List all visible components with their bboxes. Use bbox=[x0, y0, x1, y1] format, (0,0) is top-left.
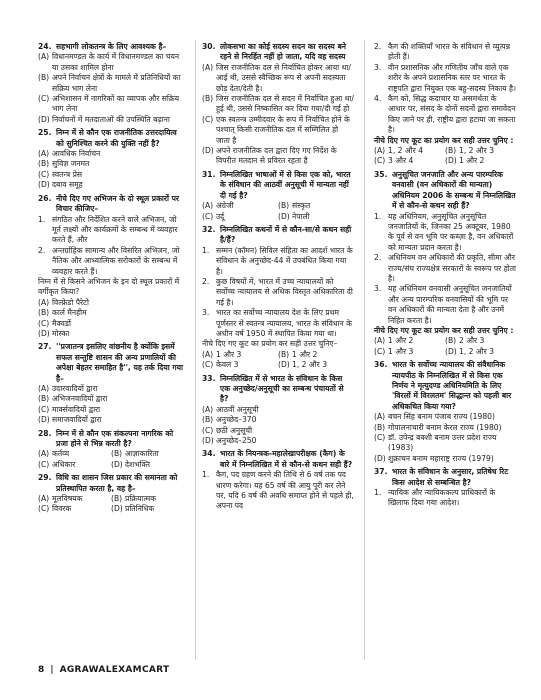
statement-text: अन्तर्ग्राहिक सामान्य और विसरित अभिजन, जो नैतिक और आध्यात्मिक सरोकारों के सम्बन्ध में व्यवहार करते हैं। bbox=[52, 245, 180, 276]
option-label: (D) bbox=[374, 453, 386, 463]
option-label: (C) bbox=[38, 169, 50, 179]
option-text: उदारवादियों द्वारा bbox=[52, 384, 98, 393]
statement-text: यह अधिनियम, अनुसूचित अनुसूचित जनजातियों के, जिनका 25 अक्टूबर, 1980 के पूर्व से वन भूमि पर कब्ज़ा है, वन अधिकारों को मान्यता प्रदान करता है। bbox=[388, 211, 514, 252]
option-label: (D) bbox=[38, 180, 50, 190]
option-label: (B) bbox=[38, 394, 50, 404]
question-30 bbox=[202, 42, 354, 167]
question-number: 35. bbox=[374, 169, 388, 179]
option-text: 1 और 3 bbox=[388, 346, 414, 356]
option-label: (D) bbox=[278, 360, 290, 370]
option-label: (A) bbox=[38, 52, 50, 62]
question-33 bbox=[202, 374, 354, 447]
option-label: (D) bbox=[202, 146, 214, 156]
option-text: विल्फ्रेडो पैरेटो bbox=[52, 297, 89, 307]
option-text: देशभक्ति bbox=[125, 459, 150, 469]
option-label: (B) bbox=[38, 308, 50, 318]
question-29 bbox=[38, 473, 184, 515]
question-number: 32. bbox=[202, 224, 216, 234]
question-prompt: नीचे दिए गए कूट का प्रयोग कर सही उत्तर चुनिए– bbox=[202, 339, 338, 349]
option-label: (A) bbox=[38, 149, 50, 159]
option-text: 1 और 2 bbox=[292, 349, 318, 359]
option-label: (A) bbox=[38, 494, 50, 504]
option-text: 1, 2 और 4 bbox=[388, 146, 424, 156]
option-text: उर्दू bbox=[216, 211, 225, 221]
question-34-continued bbox=[374, 42, 516, 167]
option-text: शुक्राचन बनाम महाराष्ट्र राज्य (1979) bbox=[388, 453, 494, 463]
option-text: विवरक bbox=[52, 504, 72, 514]
option-label: (B) bbox=[445, 336, 457, 346]
page-footer bbox=[38, 665, 169, 675]
option-text: बचन सिंह बनाम पंजाब राज्य (1980) bbox=[388, 412, 495, 422]
option-text: अभिजनवादियों द्वारा bbox=[52, 394, 108, 404]
statement-text: सम्मन (कॉमन) सिविल संहिता का आदर्श भारत के संविधान के अनुच्छेद-44 में उपबंधित किया गया है। bbox=[216, 245, 353, 276]
statement-text: कैग, पद ग्रहण करने की तिथि से 6 वर्ष तक पद धारण करेगा। यह 65 वर्ष की आयु पूरी कर लेने पर, यदि 6 वर्ष की अवधि समाप्त होने से पहले ही, अपना पद bbox=[216, 470, 354, 511]
question-number: 33. bbox=[202, 373, 216, 383]
option-label: (A) bbox=[374, 336, 386, 346]
option-text: मार्क्सवादियों द्वारा bbox=[52, 404, 101, 414]
column-divider bbox=[364, 40, 365, 660]
statement-text: वीन प्रशासनिक और गणितीय जाँच वाले एक शरीर के अपने प्रशासनिक स्तर पर भारत के राष्ट्रपति द्वारा नियुक्त एक बहु-सदस्य निकाय है। bbox=[388, 62, 516, 93]
option-label: (B) bbox=[111, 449, 123, 459]
option-text: सुविज्ञ जनमत bbox=[52, 159, 90, 169]
option-text: अनुच्छेद–250 bbox=[216, 436, 257, 446]
option-label: (D) bbox=[278, 211, 290, 221]
question-text: भारत के संविधान के अनुसार, प्रतिषेध रिट किस आदेश से सम्बन्धित है? bbox=[392, 467, 509, 487]
statement-number: 2. bbox=[374, 42, 382, 51]
option-text: 3 और 4 bbox=[388, 156, 414, 166]
option-text: नेपाली bbox=[292, 211, 310, 221]
option-label: (A) bbox=[202, 201, 214, 211]
publisher-name: AGRAWAL bbox=[59, 665, 112, 675]
statement-number: 1. bbox=[374, 488, 382, 498]
question-number: 31. bbox=[202, 169, 216, 179]
statement-number: 3. bbox=[202, 308, 210, 318]
option-label: (C) bbox=[202, 114, 214, 124]
option-text: प्रतिनिधिक bbox=[125, 504, 155, 514]
question-text: अनुसूचित जनजाति और अन्य पारम्परिक वनवासी (वन अधिकारों की मान्यता) अधिनियम 2006 के सम्बन्ध में निम्नलिखित में से कौन-से कथन सही हैं? bbox=[392, 169, 516, 211]
option-text: केवल 3 bbox=[216, 360, 239, 370]
option-label: (A) bbox=[38, 297, 50, 307]
question-text: निम्नलिखित भाषाओं में से किस एक को, भारत के संविधान की आठवीं अनुसूची में मान्यता नहीं दी गई है? bbox=[220, 169, 351, 200]
statement-number: 1. bbox=[374, 211, 382, 221]
option-label: (D) bbox=[38, 114, 50, 124]
option-label: (D) bbox=[111, 459, 123, 469]
question-text: निम्नलिखित कथनों में से कौन-सा/से कथन सही है/हैं? bbox=[220, 224, 352, 245]
option-label: (D) bbox=[111, 504, 123, 514]
page-number: 8 bbox=[38, 665, 45, 675]
option-label: (A) bbox=[202, 62, 214, 72]
option-text: डॉ. उपेन्द्र बक्शी बनाम उत्तर प्रदेश राज्य (1983) bbox=[388, 433, 497, 453]
statement-text: संगठित और निर्देशित करने वाले अभिजन, जो मूर्त लक्ष्यों और कार्यक्रमों के सम्बन्ध में व्यवहार करते हैं, और bbox=[52, 214, 178, 245]
question-text: भारत के नियन्त्रक-महालेखापरीक्षक (कैग) के बारे में निम्नलिखित में से कौन-से कथन सही हैं? bbox=[220, 449, 353, 469]
question-number: 24. bbox=[38, 42, 52, 51]
question-number: 37. bbox=[374, 467, 388, 477]
option-text: 1, 2 और 3 bbox=[459, 346, 495, 356]
option-label: (D) bbox=[38, 415, 50, 425]
footer-separator: | bbox=[50, 665, 54, 675]
statement-number: 1. bbox=[38, 214, 46, 224]
option-text: प्रक्रियात्मक bbox=[125, 494, 156, 504]
statement-number: 3. bbox=[374, 284, 382, 294]
question-text: लोकसभा का कोई सदस्य सदन का सदस्य बने रहने से निरर्हित नहीं हो जाता, यदि वह सदस्य bbox=[220, 42, 346, 62]
option-text: अंग्रेजी bbox=[216, 201, 234, 211]
option-label: (B) bbox=[111, 494, 123, 504]
option-label: (C) bbox=[202, 425, 214, 435]
option-text: स्वतन्त्र प्रेस bbox=[52, 169, 83, 179]
question-prompt: नीचे दिए गए कूट का प्रयोग कर सही उत्तर चुनिए : bbox=[374, 135, 514, 145]
question-number: 34. bbox=[202, 449, 216, 459]
statement-number: 2. bbox=[374, 253, 382, 263]
question-28 bbox=[38, 429, 184, 471]
question-31 bbox=[202, 170, 354, 222]
question-number: 36. bbox=[374, 360, 388, 370]
question-number: 25. bbox=[38, 128, 52, 138]
option-text: समाजवादियों द्वारा bbox=[52, 415, 102, 425]
option-text: 1 और 3 bbox=[216, 349, 242, 359]
statement-number: 1. bbox=[202, 245, 210, 255]
option-text: कर्तव्य bbox=[52, 449, 70, 459]
question-24 bbox=[38, 42, 184, 125]
question-text: निम्न में से कौन एक संकल्पना नागरिक को प्रजा होने से भिन्न करती है? bbox=[56, 428, 174, 449]
option-text: जिस राजनीतिक दल से सदन में निर्वाचित हुआ था/हुई थी, उससे निष्कासित कर दिया गया/दी गई हो bbox=[216, 94, 354, 114]
option-label: (B) bbox=[445, 146, 457, 156]
option-label: (C) bbox=[38, 459, 50, 469]
option-label: (D) bbox=[445, 156, 457, 166]
question-37 bbox=[374, 467, 516, 509]
question-text: निम्न में से कौन एक राजनीतिक उत्तरदायित्व को सुनिश्चित करने की युक्ति नहीं है? bbox=[56, 128, 177, 148]
option-text: छठी अनुसूची bbox=[216, 425, 253, 435]
option-text: गोपालनाचारी बनाम केरल राज्य (1980) bbox=[388, 422, 502, 432]
statement-text: कैग की शक्तियाँ भारत के संविधान से व्युत्पन्न होती हैं। bbox=[388, 42, 511, 62]
question-text: नीचे दिए गए अभिजन के दो स्थूल प्रकारों पर विचार कीजिए– bbox=[56, 193, 180, 214]
option-label: (B) bbox=[38, 159, 50, 169]
question-text: विधि का शासन जिस प्रकार की समानता को प्रतिस्थापित करता है, वह है– bbox=[56, 473, 178, 493]
question-25 bbox=[38, 128, 184, 190]
option-text: 1, 2 और 3 bbox=[459, 146, 495, 156]
option-text: अभिशासन में नागरिकों का व्यापक और सक्रिय भाग लेना bbox=[52, 94, 180, 114]
option-label: (D) bbox=[202, 436, 214, 446]
option-label: (C) bbox=[38, 404, 50, 414]
question-text: भारत के सर्वोच्च न्यायालय की संवैधानिक न्यायपीठ के निम्नलिखित में से किस एक निर्णय ने मृत्युदण्ड अधिनियमिति के लिए 'विरलों में विरलतम' सिद्धान्त को पहली बार अधिकथित किया गया? bbox=[392, 360, 512, 411]
option-text: मैक्वर्डो bbox=[52, 318, 71, 328]
option-label: (C) bbox=[202, 211, 214, 221]
option-text: जिस राजनीतिक दल से निर्वाचित होकर आया था/आई थी, उससे स्वैच्छिक रूप से अपनी सदस्यता छोड़ देता/देती है। bbox=[216, 62, 351, 93]
question-32 bbox=[202, 225, 354, 371]
question-prompt: नीचे दिए गए कूट का प्रयोग कर सही उत्तर चुनिए : bbox=[374, 325, 514, 335]
question-number: 26. bbox=[38, 193, 52, 203]
option-text: आवधिक निर्वाचन bbox=[52, 149, 101, 159]
option-text: विधानमण्डल के कार्य में विधानमण्डल का चयन या उसका शामिल होना bbox=[52, 52, 180, 72]
publisher-brand: EXAMCART bbox=[111, 665, 170, 675]
statement-number: 3. bbox=[374, 62, 382, 72]
option-text: अपने निर्वाचन क्षेत्रों के मामले में प्रतिनिधियों का सक्रिय भाग लेना bbox=[52, 73, 181, 93]
statement-number: 2. bbox=[38, 245, 46, 255]
option-label: (C) bbox=[374, 156, 386, 166]
option-text: अपने राजनीतिक दल द्वारा दिए गए निर्देश के विपरीत मतदान से प्रविरत रहता है bbox=[216, 146, 337, 166]
option-text: आठवीं अनुसूची bbox=[216, 404, 259, 414]
option-label: (D) bbox=[445, 346, 457, 356]
statement-text: न्यायिक और न्यायिककल्प प्राधिकारों के खिलाफ दिया गया आदेश। bbox=[388, 488, 496, 508]
question-number: 30. bbox=[202, 42, 216, 51]
statement-text: कैग को, सिद्ध कदाचार या असमर्थता के आधार पर, संसद के दोनों सदनों द्वारा समावेदन किए जाने पर ही, राष्ट्रीय द्वारा हटाया जा सकता है। bbox=[388, 94, 516, 135]
question-text: सहभागी लोकतन्त्र के लिए आवश्यक है– bbox=[56, 42, 167, 51]
option-text: अनुच्छेद–370 bbox=[216, 415, 257, 425]
question-36 bbox=[374, 360, 516, 464]
option-text: आज्ञाकारिता bbox=[125, 449, 159, 459]
statement-text: यह अधिनियम वनवासी अनुसूचित जनजातियों और अन्य पारम्परिक वनवासियों की भूमि पर वन अधिकारों की मान्यता देता है और उनमें निहित करता है। bbox=[388, 284, 512, 325]
option-label: (C) bbox=[374, 433, 386, 443]
statement-text: कुछ विषयों में, भारत में उच्च न्यायालयों को सर्वोच्च न्यायालय से अधिक विस्तृत अधिकारिता दी गई है। bbox=[216, 276, 353, 307]
option-label: (C) bbox=[38, 94, 50, 104]
option-text: अधिकार bbox=[52, 459, 76, 469]
question-34 bbox=[202, 449, 354, 511]
option-label: (C) bbox=[38, 504, 50, 514]
option-text: मूलविषयक bbox=[52, 494, 83, 504]
question-number: 29. bbox=[38, 473, 52, 483]
question-prompt: निम्न में से किसने अभिजन के इन दो स्थूल प्रकारों में वर्गीकृत किया? bbox=[38, 276, 180, 297]
option-label: (D) bbox=[38, 328, 50, 338]
question-35 bbox=[374, 170, 516, 357]
option-label: (A) bbox=[38, 449, 50, 459]
option-label: (B) bbox=[38, 73, 50, 83]
option-label: (B) bbox=[278, 349, 290, 359]
option-text: निर्वाचनों में मतदाताओं की उपस्थिति बढ़ाना bbox=[52, 114, 170, 124]
option-text: मोस्का bbox=[52, 328, 70, 338]
option-label: (B) bbox=[202, 415, 214, 425]
statement-number: 4. bbox=[374, 94, 382, 104]
question-number: 27. bbox=[38, 342, 52, 352]
statement-number: 2. bbox=[202, 276, 210, 286]
option-label: (B) bbox=[374, 422, 386, 432]
statement-number: 1. bbox=[202, 470, 210, 480]
option-label: (B) bbox=[202, 94, 214, 104]
option-text: कार्ल मैनहीम bbox=[52, 308, 87, 318]
question-26 bbox=[38, 194, 184, 340]
column-3 bbox=[374, 42, 516, 512]
option-label: (A) bbox=[202, 404, 214, 414]
column-2 bbox=[202, 42, 354, 515]
option-label: (A) bbox=[202, 349, 214, 359]
option-label: (A) bbox=[38, 384, 50, 393]
question-text: निम्नलिखित में से भारत के संविधान के किस एक अनुच्छेद/अनुसूची का सम्बन्ध पंचायतों से है? bbox=[220, 373, 344, 404]
option-text: 1 और 2 bbox=[388, 336, 414, 346]
statement-text: भारत का सर्वोच्च न्यायालय देश के लिए प्रथम पूर्णस्तर से स्वतन्त्र न्यायालय, भारत के संविधान के अधीन वर्ष 1950 में स्थापित किया गया था। bbox=[216, 308, 352, 338]
option-label: (C) bbox=[202, 360, 214, 370]
column-1 bbox=[38, 42, 184, 518]
question-27 bbox=[38, 342, 184, 425]
option-label: (B) bbox=[278, 201, 290, 211]
column-divider bbox=[195, 40, 196, 660]
option-text: दबाव समूह bbox=[52, 180, 83, 190]
question-number: 28. bbox=[38, 428, 52, 438]
statement-text: अधिनियम वन अधिकारों की प्रकृति, सीमा और राज्य/संघ राज्यक्षेत्र सरकारों के स्वरूप पर होता है। bbox=[388, 253, 516, 283]
option-label: (A) bbox=[374, 146, 386, 156]
option-text: संस्कृत bbox=[292, 201, 311, 211]
question-text: ''प्रजातन्त्र इसलिए वांछनीय है क्योंकि इसमें सफल सन्तुष्टि शासन की अन्य प्रणालियों की अपेक्षा बेहतर समाहित है'', यह तर्क दिया गया है– bbox=[56, 342, 183, 383]
option-text: 1, 2 और 3 bbox=[292, 360, 328, 370]
option-text: 1 और 2 bbox=[459, 156, 485, 166]
option-label: (A) bbox=[374, 412, 386, 422]
option-label: (C) bbox=[374, 346, 386, 356]
option-label: (C) bbox=[38, 318, 50, 328]
option-text: 2 और 3 bbox=[459, 336, 485, 346]
option-text: एक स्वतन्त्र उम्मीदवार के रूप में निर्वाचित होने के पश्चात् किसी राजनीतिक दल में सम्मिलित हो जाता है bbox=[216, 114, 350, 145]
